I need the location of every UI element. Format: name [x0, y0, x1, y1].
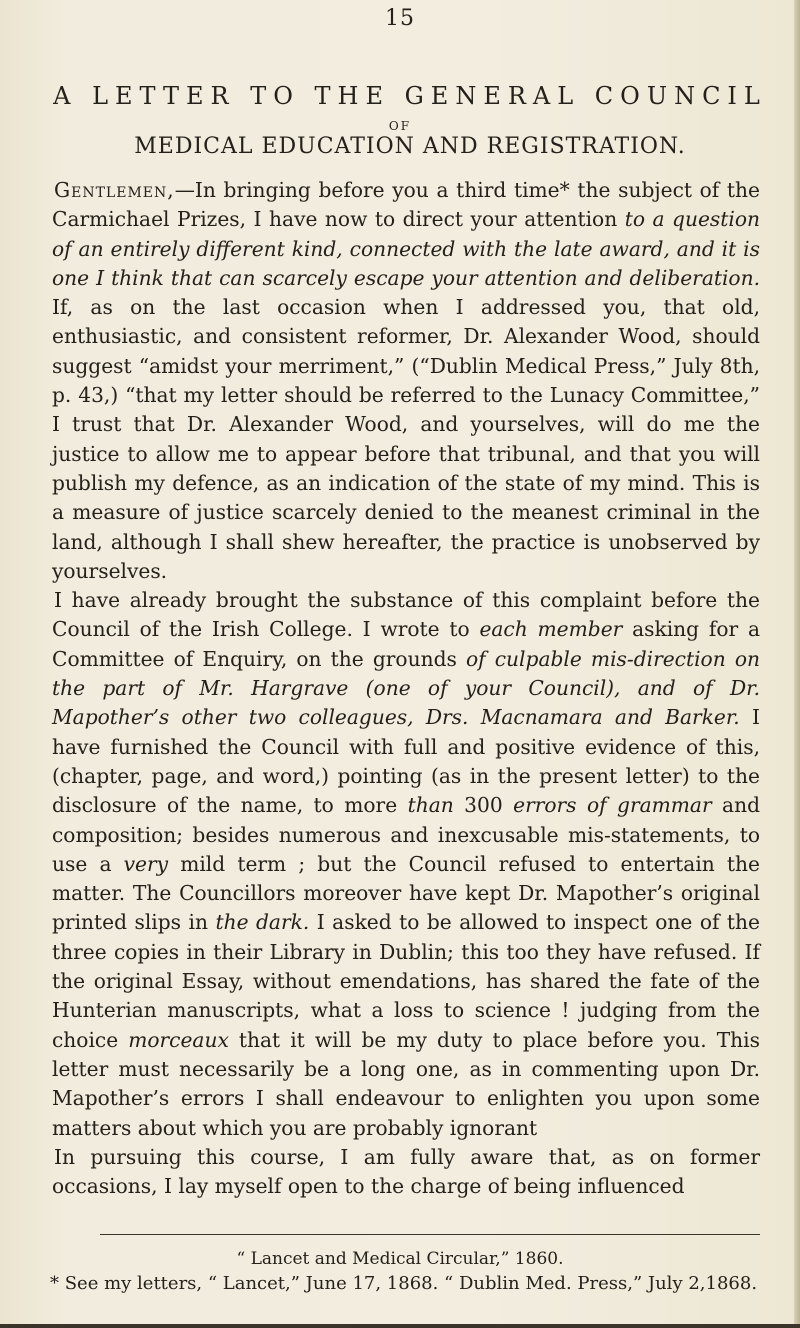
paragraph-2-italic-h: errors of grammar [513, 793, 712, 818]
page-edge [794, 0, 800, 1328]
paragraph-2-text-g: 300 [453, 793, 514, 818]
page-number: 15 [385, 6, 415, 31]
paragraph-2-text-k: mild term ; but the Council refused to entertain the matter. The Councillors moreover have kept Dr. Mapother’s original printed slips in [52, 851, 760, 935]
source-credit: “ Lancet and Medical Circular,” 1860. [236, 1249, 564, 1269]
bottom-edge [0, 1324, 800, 1328]
paragraph-2-italic-d: of culpable mis-direction on the part of Mr. Hargrave (one of your Council), and of Dr. Mapother’s other two colleagues, Drs. Macnamara and Barker. [52, 646, 760, 730]
footnote: * See my letters, “ Lancet,” June 17, 1868. “ Dublin Med. Press,” July 2,1868. [50, 1273, 758, 1294]
title-connector: OF [388, 119, 412, 133]
paragraph-1 [52, 176, 760, 586]
paragraph-2-text-e: I have furnished the Council with full and positive evidence of this, (chapter, page, and word,) pointing (as in the present letter) to the disclosure of the name, to more [52, 705, 760, 818]
letter-title: A LETTER TO THE GENERAL COUNCIL [53, 82, 767, 110]
paragraph-2-text-i: and composition; besides numerous and inexcusable mis-statements, to use a [52, 793, 760, 876]
footnote-divider [100, 1234, 760, 1235]
salutation: Gentlemen, [54, 178, 175, 202]
paragraph-2-italic-j: very [123, 851, 169, 876]
paragraph-2-text-c: asking for a Committee of Enquiry, on the grounds [52, 617, 761, 671]
paragraph-1-text-a: —In bringing before you a third time* the subject of the Carmichael Prizes, I have now to direct your attention [52, 178, 760, 232]
paragraph-3: In pursuing this course, I am fully aware that, as on former occasions, I lay myself open to the charge of being influenced [52, 1144, 760, 1199]
paragraph-2-italic-l: the dark. [215, 910, 310, 935]
letter-subtitle: MEDICAL EDUCATION AND REGISTRATION. [134, 134, 686, 159]
paragraph-1-text-c: If, as on the last occasion when I addressed you, that old, enthusiastic, and consistent reformer, Dr. Alexander Wood, should suggest “amidst your merriment,” (“Dublin Medical Press,” July 8th, p. 43,) “that my letter should be referred to the Lunacy Committee,” I trust that Dr. Alexander Wood, and yourselves, will do me the justice to allow me to appear before that tribunal, and that you will publish my defence, as an indication of the state of my mind. This is a measure of justice scarcely denied to the meanest criminal in the land, although I shall shew hereafter, the practice is unobserved by yourselves. [52, 295, 760, 583]
letter-body [52, 176, 760, 1201]
paragraph-2-italic-b: each member [479, 617, 623, 642]
paragraph-2-italic-f: than [407, 793, 454, 818]
paragraph-2-text-a: I have already brought the substance of this complaint before the Council of the Irish College. I wrote to [52, 588, 760, 642]
paragraph-1-italic: to a question of an entirely different kind, connected with the late award, and it is one I think that can scarcely escape your attention and deliberation. [52, 207, 760, 290]
paragraph-2-text-o: that it will be my duty to place before you. This letter must necessarily be a long one, as in commenting upon Dr. Mapother’s errors I shall endeavour to enlighten you upon some matters about which you are probably ignorant [52, 1027, 760, 1140]
paragraph-2-text-m: I asked to be allowed to inspect one of the three copies in their Library in Dublin; this too they have refused. If the original Essay, without emendations, has shared the fate of the Hunterian manuscripts, what a loss to science ! judging from the choice [52, 910, 760, 1052]
paragraph-2 [52, 586, 760, 1143]
paragraph-2-italic-n: morceaux [128, 1027, 229, 1052]
